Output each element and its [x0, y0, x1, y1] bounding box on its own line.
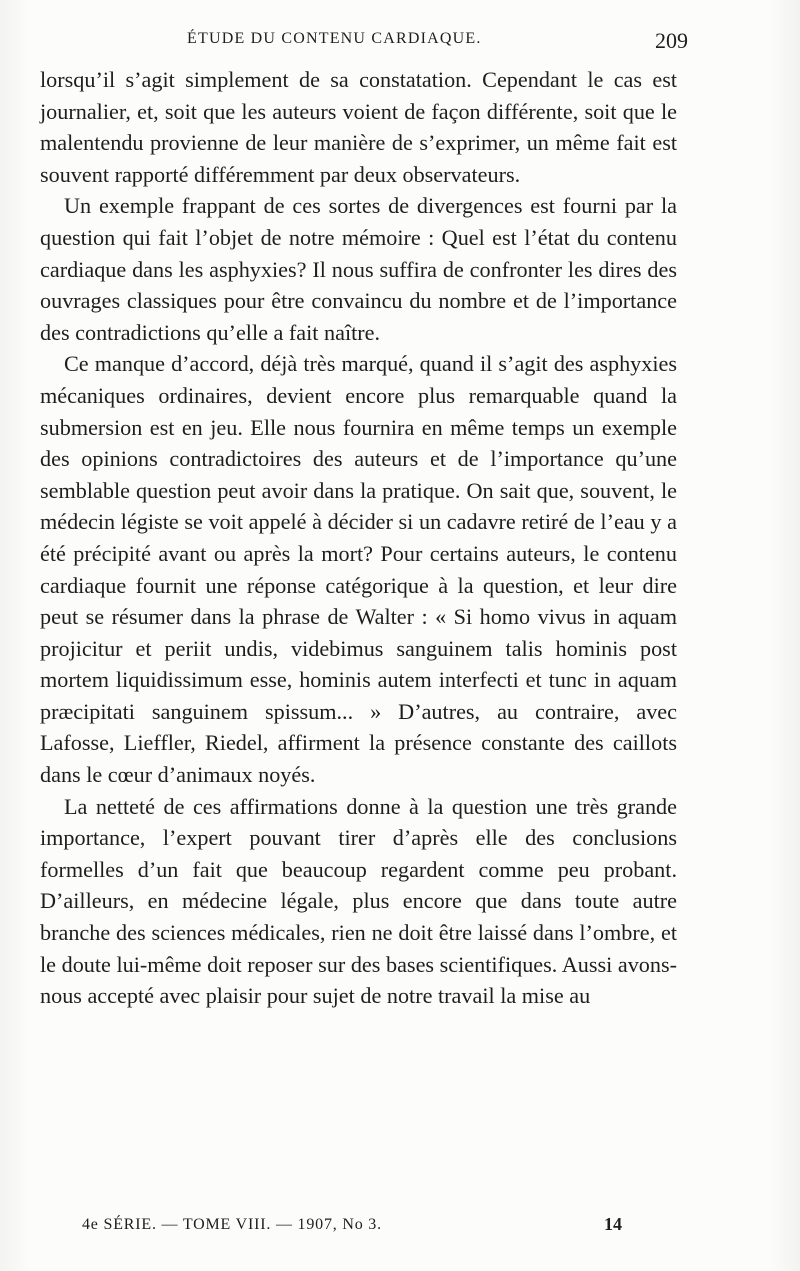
paragraph: La netteté de ces affirmations donne à la question une très grande importance, l’expert pouvant tirer d’après elle des conclusions formelles d’un fait que beaucoup regardent comme peu probant. D’ailleurs, en médecine légale, plus encore que dans toute autre branche des sciences médicales, rien ne doit être laissé dans l’ombre, et le doute lui-même doit reposer sur des bases scientifiques. Aussi avons-nous accepté avec plaisir pour sujet de notre travail la mise au	[40, 793, 677, 1009]
running-head	[42, 28, 688, 58]
footer-series: 4e SÉRIE. — TOME VIII. — 1907, No 3.	[82, 1216, 382, 1233]
page-number: 209	[655, 28, 688, 53]
body-text	[40, 64, 677, 1012]
paragraph: Ce manque d’accord, déjà très marqué, quand il s’agit des asphyxies mécaniques ordinaires, devient encore plus remarquable quand la submersion est en jeu. Elle nous fournira en même temps un exemple des opinions contradictoires des auteurs et de l’importance qu’une semblable question peut avoir dans la pratique. On sait que, souvent, le médecin légiste se voit appelé à décider si un cadavre retiré de l’eau y a été précipité avant ou après la mort? Pour certains auteurs, le contenu cardiaque fournit une réponse catégorique à la question, et leur dire peut se résumer dans la phrase de Walter : « Si homo vivus in aquam projicitur et periit undis, videbimus sanguinem talis hominis post mortem liquidissimum esse, hominis autem interfecti et tunc in aquam præcipitati sanguinem spissum... » D’autres, au contraire, avec Lafosse, Lieffler, Riedel, affirment la présence constante des caillots dans le cœur d’animaux noyés.	[40, 351, 677, 788]
paragraph: lorsqu’il s’agit simplement de sa constatation. Cependant le cas est journalier, et, soit que les auteurs voient de façon différente, soit que le malentendu provienne de leur manière de s’exprimer, un même fait est souvent rapporté différemment par deux observateurs.	[40, 67, 677, 187]
footer	[82, 1216, 622, 1242]
paragraph: Un exemple frappant de ces sortes de divergences est fourni par la question qui fait l’objet de notre mémoire : Quel est l’état du contenu cardiaque dans les asphyxies? Il nous suffira de confronter les dires des ouvrages classiques pour être convaincu du nombre et de l’importance des contradictions qu’elle a fait naître.	[40, 193, 677, 345]
signature-mark: 14	[604, 1214, 622, 1234]
running-title: ÉTUDE DU CONTENU CARDIAQUE.	[187, 30, 482, 47]
